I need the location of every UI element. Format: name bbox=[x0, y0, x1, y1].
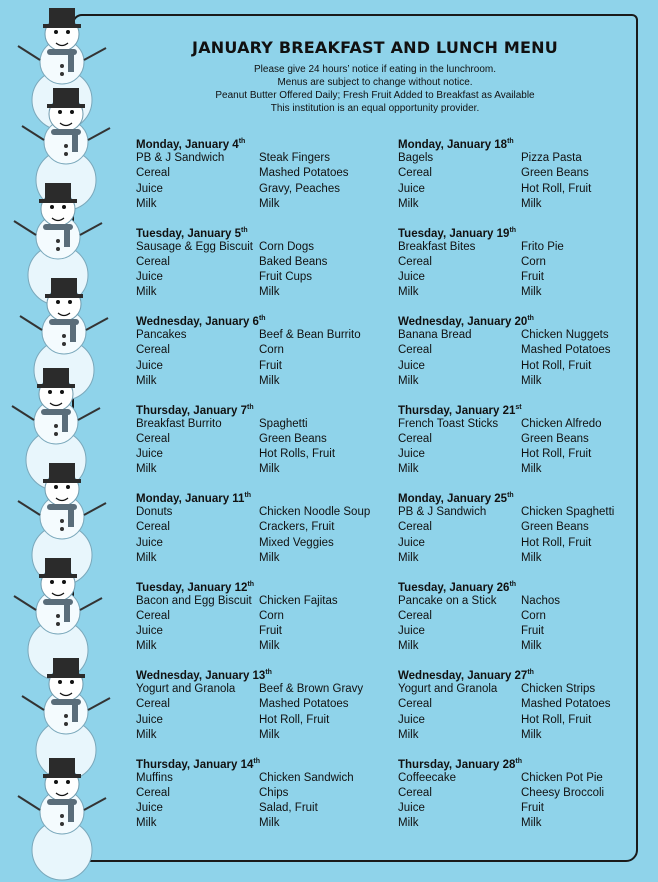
breakfast-item: Cereal bbox=[398, 167, 432, 180]
menu-header bbox=[130, 38, 620, 115]
lunch-item: Milk bbox=[521, 463, 542, 476]
lunch-item: Milk bbox=[259, 551, 280, 564]
lunch-item: Mashed Potatoes bbox=[521, 698, 611, 711]
lunch-item: Milk bbox=[521, 286, 542, 299]
breakfast-items bbox=[136, 505, 259, 566]
note-line: Peanut Butter Offered Daily; Fresh Fruit Added to Breakfast as Available bbox=[215, 90, 535, 101]
day-heading bbox=[398, 311, 648, 328]
lunch-item: Milk bbox=[521, 551, 542, 564]
day-heading-text: Thursday, January 21 bbox=[398, 404, 516, 417]
menu-day bbox=[136, 754, 386, 843]
lunch-item: Corn Dogs bbox=[259, 240, 314, 253]
breakfast-item: Cereal bbox=[398, 521, 432, 534]
day-ordinal-suffix: th bbox=[527, 315, 534, 322]
lunch-item: Fruit bbox=[259, 359, 282, 372]
lunch-item: Milk bbox=[521, 197, 542, 210]
lunch-item: Chicken Sandwich bbox=[259, 771, 354, 784]
breakfast-items bbox=[398, 417, 521, 478]
day-ordinal-suffix: th bbox=[515, 757, 523, 765]
lunch-item: Green Beans bbox=[259, 432, 327, 445]
breakfast-items bbox=[398, 771, 521, 832]
breakfast-item: Cereal bbox=[136, 432, 170, 445]
breakfast-items bbox=[398, 594, 521, 655]
breakfast-item: Sausage & Egg Biscuit bbox=[136, 240, 253, 253]
note-line: Please give 24 hours’ notice if eating in the lunchroom. bbox=[254, 64, 496, 75]
breakfast-item: Bacon and Egg Biscuit bbox=[136, 594, 252, 607]
breakfast-item: Juice bbox=[136, 182, 163, 195]
lunch-item: Mashed Potatoes bbox=[259, 167, 349, 180]
day-heading-text: Thursday, January 7 bbox=[136, 404, 247, 417]
menu-day bbox=[136, 134, 386, 223]
breakfast-item: Milk bbox=[398, 286, 419, 299]
breakfast-items bbox=[136, 682, 259, 743]
breakfast-items bbox=[398, 328, 521, 389]
lunch-item: Hot Roll, Fruit bbox=[521, 536, 592, 549]
lunch-item: Green Beans bbox=[521, 432, 589, 445]
lunch-item: Salad, Fruit bbox=[259, 802, 318, 815]
lunch-item: Milk bbox=[521, 728, 542, 741]
breakfast-items bbox=[136, 594, 259, 655]
breakfast-item: Milk bbox=[398, 197, 419, 210]
note-line: This institution is an equal opportunity provider. bbox=[270, 103, 480, 114]
day-heading-text: Monday, January 11 bbox=[136, 492, 245, 505]
right-menu-column bbox=[398, 134, 648, 842]
breakfast-item: Juice bbox=[398, 182, 425, 195]
breakfast-item: Cereal bbox=[398, 698, 432, 711]
day-heading bbox=[136, 311, 386, 328]
lunch-item: Milk bbox=[259, 286, 280, 299]
day-ordinal-suffix: th bbox=[507, 492, 514, 499]
breakfast-item: French Toast Sticks bbox=[398, 417, 499, 430]
breakfast-item: Cereal bbox=[136, 786, 170, 799]
menu-day bbox=[136, 665, 386, 754]
day-ordinal-suffix: th bbox=[507, 138, 514, 145]
lunch-item: Chicken Strips bbox=[521, 683, 596, 695]
lunch-item: Frito Pie bbox=[521, 240, 564, 253]
breakfast-item: Milk bbox=[136, 817, 157, 830]
lunch-item: Chicken Noodle Soup bbox=[259, 506, 371, 518]
breakfast-item: Juice bbox=[136, 713, 163, 726]
breakfast-item: PB & J Sandwich bbox=[136, 152, 225, 164]
breakfast-item: Pancake on a Stick bbox=[398, 594, 497, 607]
day-ordinal-suffix: th bbox=[244, 492, 252, 499]
breakfast-items bbox=[136, 771, 259, 832]
day-heading bbox=[136, 134, 386, 151]
day-heading-text: Tuesday, January 12 bbox=[136, 581, 248, 594]
breakfast-item: Cereal bbox=[136, 698, 170, 711]
day-heading bbox=[136, 754, 386, 771]
lunch-item: Mashed Potatoes bbox=[521, 344, 611, 357]
lunch-item: Chicken Pot Pie bbox=[521, 771, 603, 784]
day-heading-text: Wednesday, January 13 bbox=[136, 669, 266, 682]
lunch-item: Milk bbox=[259, 640, 280, 653]
breakfast-item: Juice bbox=[398, 448, 425, 461]
day-heading bbox=[398, 577, 648, 594]
lunch-item: Hot Rolls, Fruit bbox=[259, 448, 336, 461]
breakfast-item: Cereal bbox=[136, 344, 170, 357]
breakfast-item: Milk bbox=[136, 374, 157, 387]
menu-day bbox=[136, 400, 386, 489]
day-heading bbox=[398, 488, 648, 505]
lunch-items bbox=[521, 240, 564, 301]
lunch-item: Hot Roll, Fruit bbox=[521, 713, 592, 726]
day-heading-text: Tuesday, January 19 bbox=[398, 227, 510, 240]
breakfast-item: Juice bbox=[398, 625, 425, 638]
lunch-item: Milk bbox=[521, 640, 542, 653]
menu-day bbox=[398, 223, 648, 312]
breakfast-item: Cereal bbox=[398, 786, 432, 799]
lunch-item: Milk bbox=[259, 197, 280, 210]
lunch-items bbox=[521, 682, 611, 743]
breakfast-item: Pancakes bbox=[136, 329, 187, 341]
breakfast-item: Juice bbox=[136, 625, 163, 638]
lunch-items bbox=[521, 771, 604, 832]
lunch-item: Fruit bbox=[521, 271, 544, 284]
breakfast-item: Breakfast Burrito bbox=[136, 417, 222, 430]
lunch-item: Chicken Nuggets bbox=[521, 329, 609, 341]
breakfast-item: Juice bbox=[136, 802, 163, 815]
breakfast-item: Cereal bbox=[398, 255, 432, 268]
breakfast-item: Juice bbox=[398, 359, 425, 372]
lunch-items bbox=[259, 682, 363, 743]
lunch-item: Fruit Cups bbox=[259, 271, 313, 284]
lunch-items bbox=[259, 417, 335, 478]
breakfast-item: Coffeecake bbox=[398, 771, 456, 784]
lunch-item: Corn bbox=[259, 344, 284, 357]
lunch-item: Hot Roll, Fruit bbox=[521, 448, 592, 461]
breakfast-item: Milk bbox=[398, 463, 419, 476]
breakfast-items bbox=[398, 682, 521, 743]
lunch-item: Baked Beans bbox=[259, 255, 328, 268]
day-heading bbox=[136, 665, 386, 682]
day-heading bbox=[136, 488, 386, 505]
lunch-item: Crackers, Fruit bbox=[259, 521, 335, 534]
day-heading-text: Monday, January 4 bbox=[136, 138, 239, 151]
lunch-item: Steak Fingers bbox=[259, 152, 330, 164]
lunch-item: Green Beans bbox=[521, 167, 589, 180]
breakfast-item: Muffins bbox=[136, 771, 173, 784]
day-heading-text: Tuesday, January 5 bbox=[136, 227, 242, 240]
breakfast-items bbox=[398, 505, 521, 566]
breakfast-item: Banana Bread bbox=[398, 329, 472, 341]
breakfast-items bbox=[398, 151, 521, 212]
breakfast-item: Cereal bbox=[136, 255, 170, 268]
lunch-item: Fruit bbox=[521, 802, 544, 815]
day-heading bbox=[398, 223, 648, 240]
breakfast-item: Milk bbox=[136, 640, 157, 653]
breakfast-item: Milk bbox=[398, 640, 419, 653]
lunch-item: Cheesy Broccoli bbox=[521, 786, 605, 799]
day-ordinal-suffix: th bbox=[238, 138, 246, 145]
lunch-item: Milk bbox=[259, 463, 280, 476]
breakfast-item: Bagels bbox=[398, 152, 434, 164]
day-ordinal-suffix: th bbox=[247, 403, 254, 411]
lunch-item: Spaghetti bbox=[259, 417, 308, 430]
lunch-item: Green Beans bbox=[521, 521, 589, 534]
breakfast-items bbox=[136, 151, 259, 212]
lunch-item: Milk bbox=[259, 728, 280, 741]
day-heading bbox=[398, 754, 648, 771]
breakfast-item: Juice bbox=[136, 271, 163, 284]
breakfast-item: Donuts bbox=[136, 506, 173, 518]
lunch-item: Chicken Fajitas bbox=[259, 594, 338, 607]
day-heading bbox=[398, 134, 648, 151]
breakfast-item: Yogurt and Granola bbox=[136, 683, 236, 695]
day-ordinal-suffix: th bbox=[258, 315, 266, 322]
breakfast-items bbox=[136, 240, 259, 301]
menu-day bbox=[398, 311, 648, 400]
breakfast-item: Juice bbox=[398, 802, 425, 815]
lunch-items bbox=[521, 151, 591, 212]
lunch-item: Milk bbox=[521, 374, 542, 387]
menu-day bbox=[136, 223, 386, 312]
day-ordinal-suffix: st bbox=[515, 403, 522, 411]
day-heading bbox=[136, 577, 386, 594]
breakfast-items bbox=[136, 328, 259, 389]
day-heading-text: Monday, January 18 bbox=[398, 138, 508, 151]
menu-day bbox=[398, 665, 648, 754]
day-heading-text: Wednesday, January 20 bbox=[398, 315, 528, 328]
breakfast-item: Juice bbox=[136, 536, 163, 549]
breakfast-item: Cereal bbox=[136, 521, 170, 534]
lunch-item: Nachos bbox=[521, 594, 560, 607]
lunch-item: Gravy, Peaches bbox=[259, 182, 340, 195]
lunch-item: Fruit bbox=[521, 625, 544, 638]
lunch-item: Chips bbox=[259, 786, 289, 799]
lunch-item: Pizza Pasta bbox=[521, 152, 582, 164]
day-ordinal-suffix: th bbox=[509, 226, 517, 234]
day-heading bbox=[136, 400, 386, 417]
lunch-item: Corn bbox=[521, 609, 546, 622]
lunch-item: Corn bbox=[521, 255, 546, 268]
menu-day bbox=[136, 577, 386, 666]
lunch-items bbox=[521, 505, 614, 566]
lunch-items bbox=[259, 771, 354, 832]
day-heading bbox=[398, 400, 648, 417]
day-heading bbox=[398, 665, 648, 682]
breakfast-item: Juice bbox=[136, 359, 163, 372]
lunch-items bbox=[521, 417, 602, 478]
snowman-border-illustration bbox=[0, 0, 130, 882]
page-title: JANUARY BREAKFAST AND LUNCH MENU bbox=[192, 38, 558, 57]
breakfast-item: Cereal bbox=[398, 344, 432, 357]
day-heading-text: Wednesday, January 6 bbox=[136, 315, 259, 328]
lunch-item: Milk bbox=[259, 374, 280, 387]
day-heading-text: Monday, January 25 bbox=[398, 492, 508, 505]
lunch-item: Chicken Alfredo bbox=[521, 417, 602, 430]
note-line: Menus are subject to change without notice. bbox=[277, 77, 473, 88]
day-heading-text: Thursday, January 14 bbox=[136, 758, 254, 771]
breakfast-item: PB & J Sandwich bbox=[398, 506, 487, 518]
lunch-item: Beef & Brown Gravy bbox=[259, 683, 364, 695]
breakfast-item: Yogurt and Granola bbox=[398, 683, 498, 695]
day-heading bbox=[136, 223, 386, 240]
lunch-items bbox=[259, 328, 361, 389]
breakfast-item: Cereal bbox=[398, 432, 432, 445]
day-heading-text: Thursday, January 28 bbox=[398, 758, 516, 771]
lunch-items bbox=[259, 151, 349, 212]
lunch-item: Mixed Veggies bbox=[259, 536, 334, 549]
breakfast-item: Milk bbox=[398, 817, 419, 830]
day-heading-text: Tuesday, January 26 bbox=[398, 581, 510, 594]
day-ordinal-suffix: th bbox=[527, 669, 534, 676]
breakfast-item: Milk bbox=[398, 728, 419, 741]
breakfast-item: Juice bbox=[398, 536, 425, 549]
lunch-item: Milk bbox=[521, 817, 542, 830]
breakfast-item: Breakfast Bites bbox=[398, 240, 476, 253]
day-ordinal-suffix: th bbox=[253, 757, 261, 765]
breakfast-item: Cereal bbox=[136, 609, 170, 622]
lunch-items bbox=[259, 594, 338, 655]
breakfast-item: Milk bbox=[398, 374, 419, 387]
lunch-item: Hot Roll, Fruit bbox=[521, 359, 592, 372]
breakfast-item: Milk bbox=[398, 551, 419, 564]
breakfast-item: Juice bbox=[136, 448, 163, 461]
lunch-item: Chicken Spaghetti bbox=[521, 506, 615, 518]
lunch-items bbox=[259, 240, 327, 301]
lunch-item: Beef & Bean Burrito bbox=[259, 329, 361, 341]
menu-day bbox=[136, 488, 386, 577]
breakfast-items bbox=[136, 417, 259, 478]
menu-day bbox=[136, 311, 386, 400]
lunch-item: Fruit bbox=[259, 625, 282, 638]
lunch-items bbox=[521, 594, 560, 655]
lunch-items bbox=[521, 328, 611, 389]
day-heading-text: Wednesday, January 27 bbox=[398, 669, 528, 682]
lunch-item: Mashed Potatoes bbox=[259, 698, 349, 711]
lunch-item: Hot Roll, Fruit bbox=[259, 713, 330, 726]
breakfast-item: Milk bbox=[136, 286, 157, 299]
menu-day bbox=[398, 754, 648, 843]
day-ordinal-suffix: th bbox=[247, 580, 255, 588]
day-ordinal-suffix: th bbox=[265, 669, 272, 676]
menu-day bbox=[398, 400, 648, 489]
breakfast-item: Milk bbox=[136, 197, 157, 210]
breakfast-item: Milk bbox=[136, 728, 157, 741]
breakfast-item: Juice bbox=[398, 713, 425, 726]
breakfast-item: Milk bbox=[136, 551, 157, 564]
day-ordinal-suffix: th bbox=[509, 580, 517, 588]
breakfast-item: Juice bbox=[398, 271, 425, 284]
menu-day bbox=[398, 488, 648, 577]
breakfast-item: Cereal bbox=[136, 167, 170, 180]
lunch-item: Milk bbox=[259, 817, 280, 830]
menu-day bbox=[398, 134, 648, 223]
day-ordinal-suffix: th bbox=[241, 226, 248, 234]
menu-day bbox=[398, 577, 648, 666]
left-menu-column bbox=[136, 134, 386, 842]
breakfast-item: Cereal bbox=[398, 609, 432, 622]
lunch-items bbox=[259, 505, 370, 566]
lunch-item: Hot Roll, Fruit bbox=[521, 182, 592, 195]
breakfast-item: Milk bbox=[136, 463, 157, 476]
lunch-item: Corn bbox=[259, 609, 284, 622]
breakfast-items bbox=[398, 240, 521, 301]
